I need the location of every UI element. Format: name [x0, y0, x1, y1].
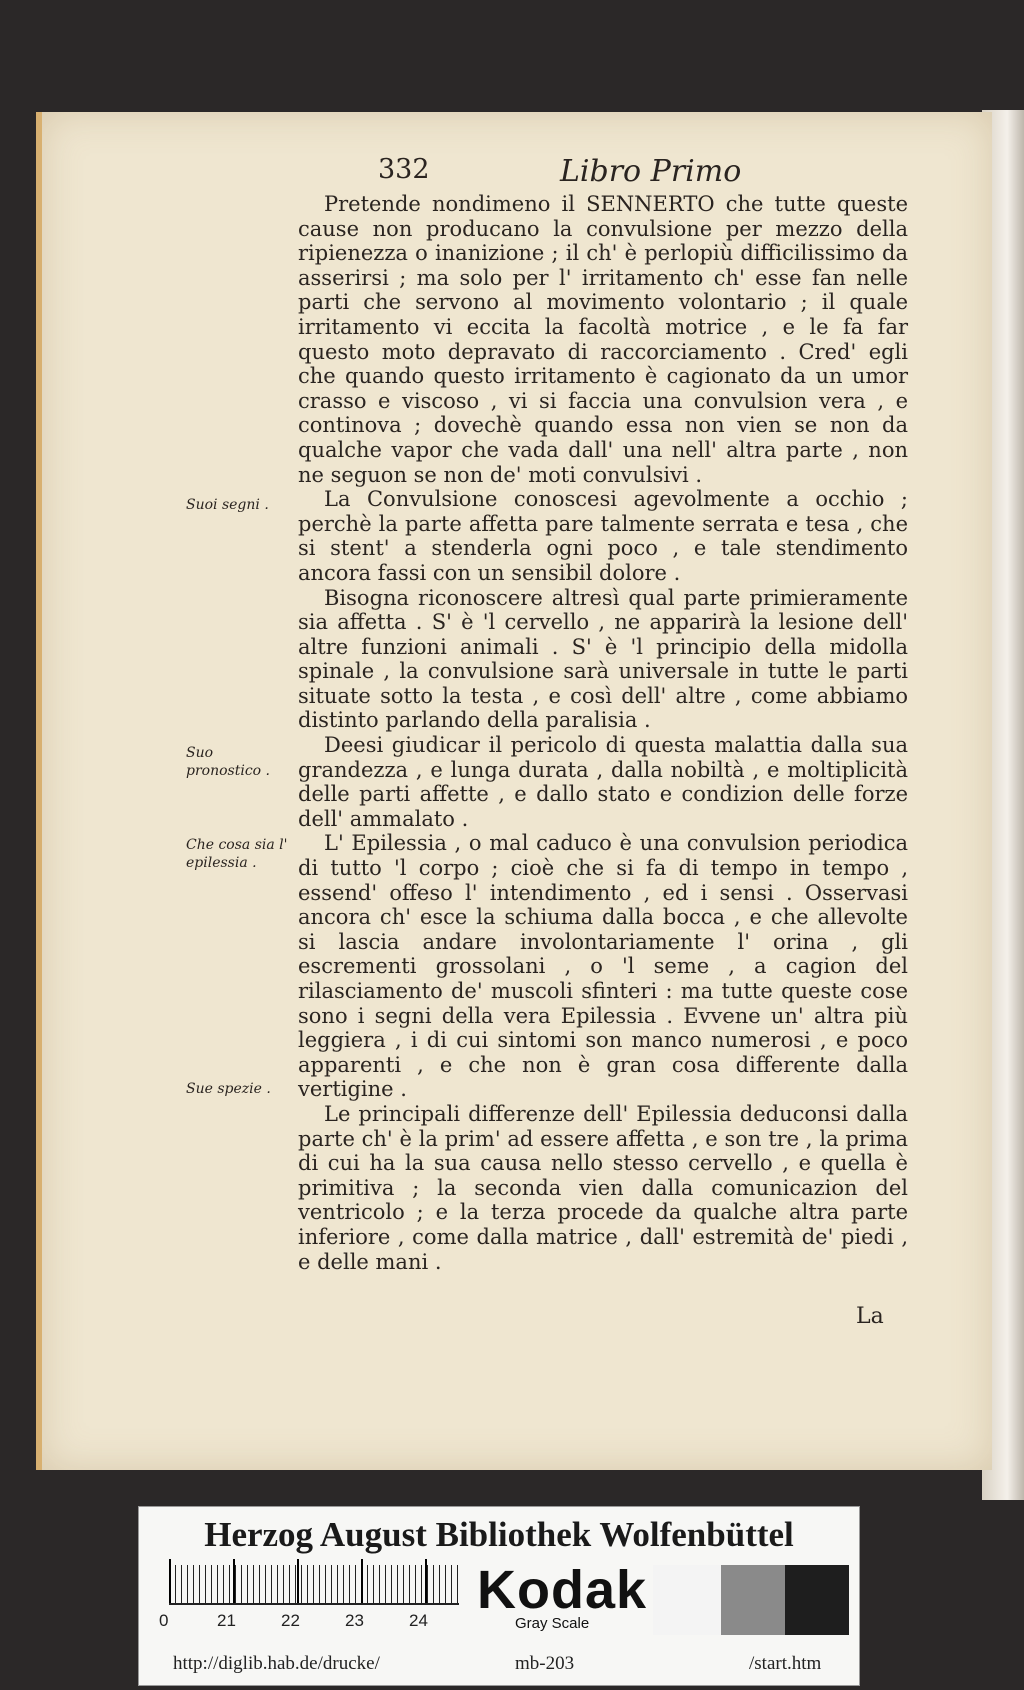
- paragraph-1: Pretende nondimeno il SENNERTO che tutte queste cause non producano la convulsione per mezzo della ripienezza o inanizione ; il ch' è perlopiù difficilissimo da asserirsi ; ma solo per l' irritamento ch' esse fan nelle parti che servono al movimento volontario ; il quale irritamento vi eccita la facoltà motrice , e le fa far questo moto depravato di raccorciamento . Cred' egli che quando questo irritamento è cagionato da un umor crasso e viscoso , vi si faccia una convulsion vera , e continova ; dovechè quando essa non vien se non da qualche vapor che vada dall' una nell' altra parte , non ne seguon se non de' moti convulsivi .: [298, 192, 908, 487]
- ruler-label: 24: [409, 1611, 428, 1630]
- ruler-label: 0: [159, 1611, 169, 1630]
- url-mid: mb-203: [515, 1653, 575, 1674]
- marginal-note-epilepsy: Che cosa sia l' epilessia .: [186, 837, 288, 871]
- book-page: [36, 112, 992, 1470]
- gray-scale-label: Gray Scale: [515, 1615, 590, 1632]
- paragraph-4: Deesi giudicar il pericolo di questa malattia dalla sua grandezza , e lunga durata , dalla nobiltà , e moltiplicità delle parti affette , e dallo stato e condizion delle forze dell' ammalato .: [298, 733, 908, 831]
- swatch-white: [653, 1565, 721, 1635]
- paragraph-6: Le principali differenze dell' Epilessia deduconsi dalla parte ch' è la prim' ad essere affetta , e son tre , la prima di cui ha la sua causa nello stesso cervello , e quella è primitiva ; la seconda vien dalla comunicazion del ventricolo ; e la terza procede da qualche altra parte inferiore , come dalla matrice , dall' estremità de' piedi , e delle mani .: [298, 1101, 908, 1274]
- paragraph-2: La Convulsione conoscesi agevolmente a occhio ; perchè la parte affetta pare talmente serrata e tesa , che si stent' a stenderla ogni poco , e tale stendimento ancora fassi con un sensibil dolore .: [298, 487, 908, 585]
- url-right: /start.htm: [749, 1653, 822, 1674]
- paragraph-5: L' Epilessia , o mal caduco è una convulsion periodica di tutto 'l corpo ; cioè che si fa di tempo in tempo , essend' offeso l' intendimento , ed i sensi . Osservasi ancora ch' esce la schiuma dalla bocca , e che allevolte si lascia andare involontariamente l' orina , gli escrementi grossolani , o 'l seme , a cagion del rilasciamento de' muscoli sfinteri : ma tutte queste cose sono i segni della vera Epilessia . Evvene un' altra più leggiera , i di cui sintomi son manco numerosi , e poco apparenti , e che non è gran cosa differente dalla vertigine .: [298, 831, 908, 1102]
- body-text: [298, 192, 908, 1274]
- marginal-note-prognosis: Suo pronostico .: [186, 745, 270, 779]
- catchword: La: [856, 1304, 884, 1329]
- running-title: Libro Primo: [560, 154, 742, 189]
- color-target-card: [138, 1506, 860, 1686]
- page-header: [378, 154, 878, 194]
- ruler-label: 23: [345, 1611, 364, 1630]
- ruler-labels: [159, 1611, 489, 1637]
- ruler-major-ticks: [169, 1559, 459, 1603]
- ruler-label: 22: [281, 1611, 300, 1630]
- url-left: http://diglib.hab.de/drucke/: [173, 1653, 380, 1674]
- kodak-logo: Kodak: [477, 1560, 648, 1620]
- marginal-note-species: Sue spezie .: [186, 1081, 271, 1097]
- page-number: 332: [378, 154, 430, 185]
- marginal-note-signs: Suoi segni .: [186, 497, 269, 513]
- ruler-label: 21: [217, 1611, 236, 1630]
- swatch-black: [785, 1565, 849, 1635]
- library-title: Herzog August Bibliothek Wolfenbüttel: [204, 1515, 794, 1554]
- paragraph-3: Bisogna riconoscere altresì qual parte primieramente sia affetta . S' è 'l cervello , ne apparirà la lesione dell' altre funzioni animali . S' è 'l principio della midolla spinale , la convulsione sarà universale in tutte le parti situate sotto la testa , e così dell' altre , come abbiamo distinto parlando della paralisia .: [298, 585, 908, 733]
- swatch-gray: [721, 1565, 785, 1635]
